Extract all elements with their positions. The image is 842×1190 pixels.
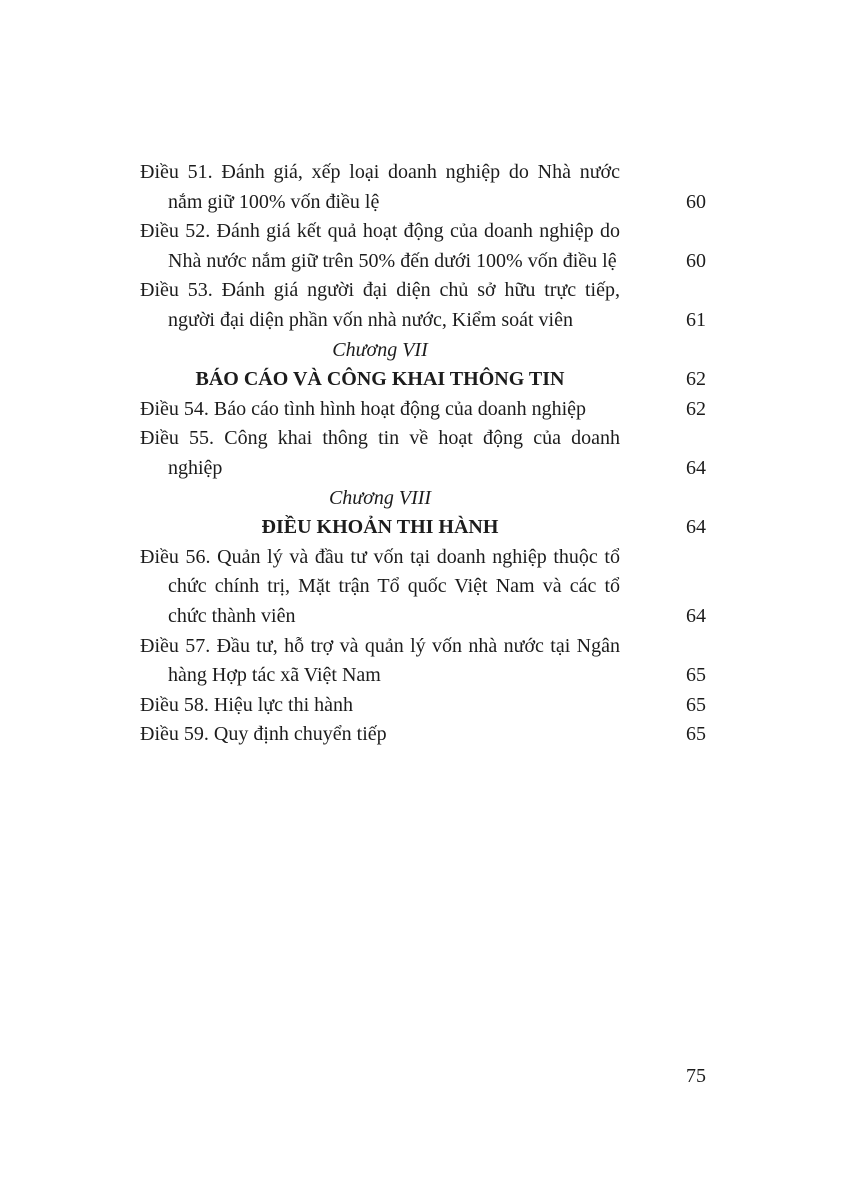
- toc-entry-article-54: [140, 395, 706, 425]
- toc-entry-page-number: 60: [686, 249, 706, 272]
- toc-entry-page-number: 65: [686, 723, 706, 746]
- toc-entry-page-number: 60: [686, 190, 706, 213]
- toc-entry-article-56: [140, 543, 706, 632]
- chapter-title-vii: [140, 365, 706, 395]
- toc-entry-text: Điều 55. Công khai thông tin về hoạt động của doanh nghiệp: [140, 427, 620, 479]
- toc-entry-page-number: 61: [686, 308, 706, 331]
- toc-entry-text: Điều 54. Báo cáo tình hình hoạt động của doanh nghiệp: [140, 397, 587, 420]
- toc-entry-text: Điều 51. Đánh giá, xếp loại doanh nghiệp do Nhà nước nắm giữ 100% vốn điều lệ: [140, 161, 620, 213]
- toc-entry-text: Điều 52. Đánh giá kết quả hoạt động của doanh nghiệp do Nhà nước nắm giữ trên 50% đến dưới 100% vốn điều lệ: [140, 220, 620, 272]
- table-of-contents: [140, 158, 706, 750]
- chapter-title-text: BÁO CÁO VÀ CÔNG KHAI THÔNG TIN: [195, 368, 565, 391]
- toc-entry-page-number: 65: [686, 664, 706, 687]
- toc-entry-article-53: [140, 276, 706, 335]
- toc-entry-article-57: [140, 632, 706, 691]
- chapter-heading-viii: Chương VIII: [328, 486, 432, 509]
- toc-entry-text: Điều 53. Đánh giá người đại diện chủ sở hữu trực tiếp, người đại diện phần vốn nhà nước, Kiểm soát viên: [140, 279, 620, 331]
- toc-entry-article-52: [140, 217, 706, 276]
- toc-entry-article-55: [140, 424, 706, 483]
- toc-entry-text: Điều 57. Đầu tư, hỗ trợ và quản lý vốn nhà nước tại Ngân hàng Hợp tác xã Việt Nam: [140, 634, 620, 687]
- toc-entry-page-number: 65: [686, 693, 706, 716]
- chapter-title-viii: [140, 513, 706, 543]
- page-number: 75: [686, 1065, 706, 1087]
- toc-entry-text: Điều 59. Quy định chuyển tiếp: [140, 723, 387, 746]
- toc-entry-text: Điều 56. Quản lý và đầu tư vốn tại doanh nghiệp thuộc tổ chức chính trị, Mặt trận Tổ quốc Việt Nam và các tổ chức thành viên: [140, 545, 620, 627]
- toc-entry-page-number: 64: [686, 456, 706, 479]
- toc-entry-text: Điều 58. Hiệu lực thi hành: [140, 693, 354, 716]
- toc-entry-page-number: 62: [686, 368, 706, 391]
- toc-entry-article-51: [140, 158, 706, 217]
- toc-entry-page-number: 64: [686, 604, 706, 627]
- toc-entry-page-number: 62: [686, 397, 706, 420]
- toc-entry-article-59: [140, 720, 706, 750]
- chapter-title-text: ĐIỀU KHOẢN THI HÀNH: [261, 516, 499, 539]
- toc-entry-article-58: [140, 691, 706, 721]
- chapter-heading-vii: Chương VII: [332, 338, 428, 361]
- toc-entry-page-number: 64: [686, 516, 706, 539]
